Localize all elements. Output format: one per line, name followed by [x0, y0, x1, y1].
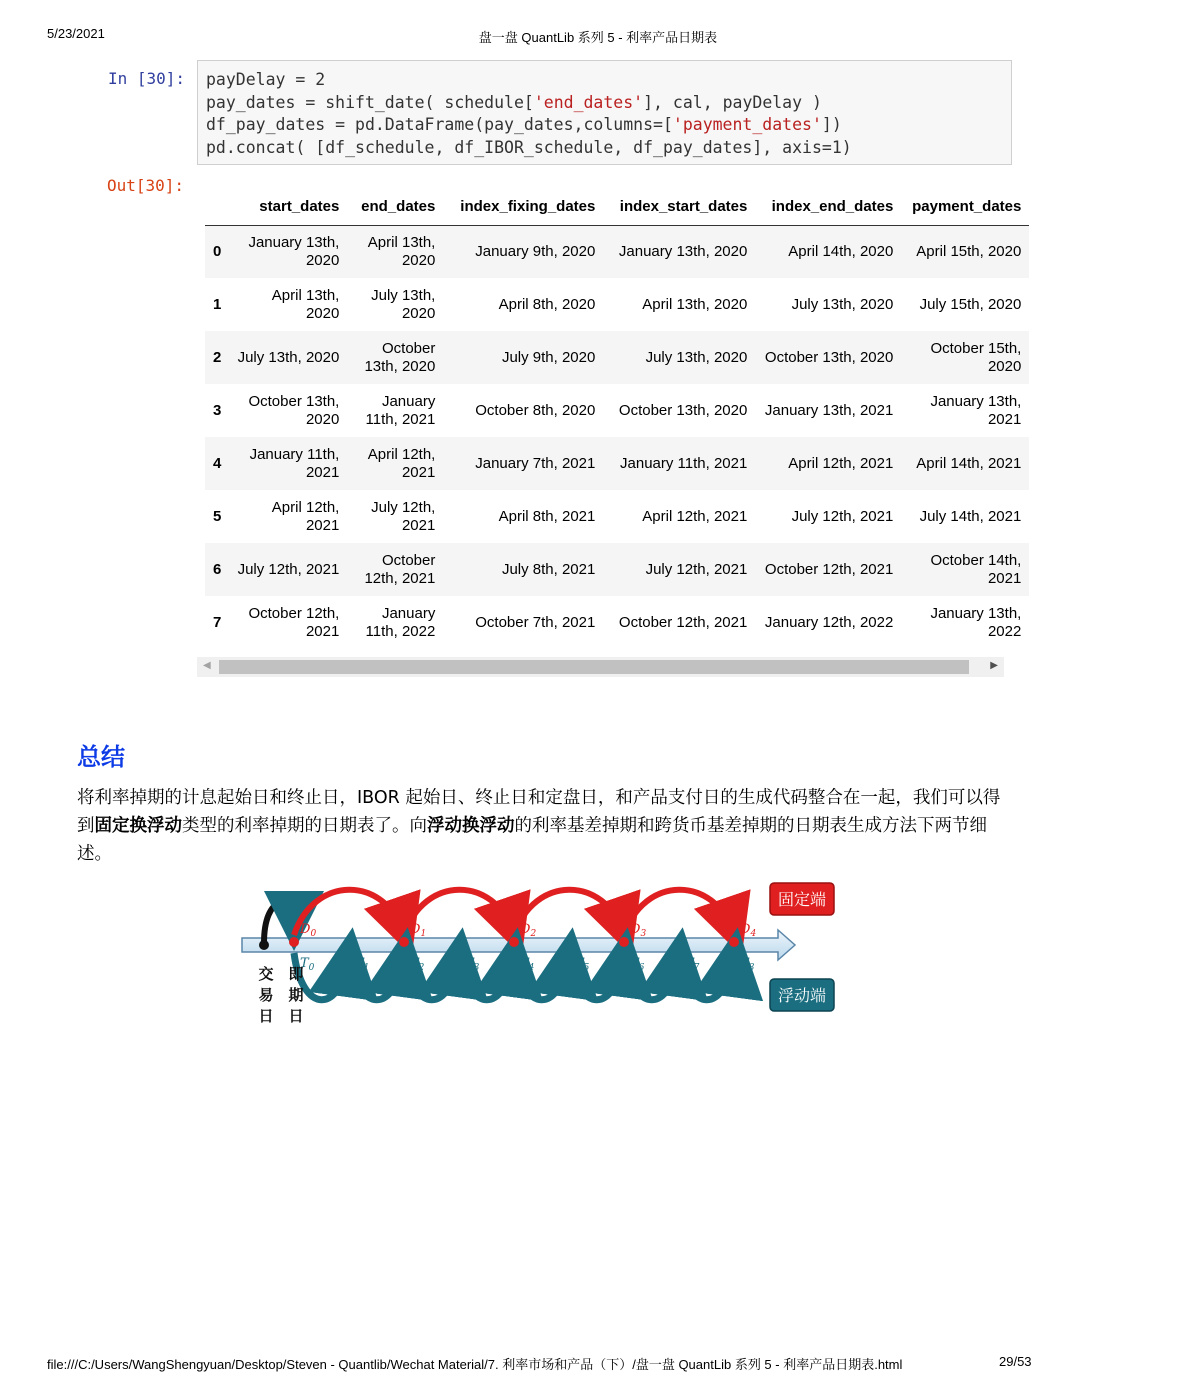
- row-index: 0: [213, 242, 222, 260]
- float-date-label: $T_7$: [685, 956, 700, 973]
- float-date-subscript: 0: [308, 963, 315, 973]
- float-date-subscript: 1: [363, 963, 370, 973]
- table-cell: January 13th, 2021: [764, 401, 894, 419]
- float-date-label: $T_0$: [300, 956, 315, 973]
- table-cell: April 13th, 2020: [271, 286, 340, 322]
- horizontal-scrollbar[interactable]: [197, 657, 1004, 677]
- timeline-axis: [242, 930, 795, 960]
- footer-file-path: file:///C:/Users/WangShengyuan/Desktop/Steven - Quantlib/Wechat Material/7. 利率市场和产品（下）/盘一盘 QuantLib 系列 5 - 利率产品日期表.html: [47, 1357, 903, 1372]
- table-cell: July 14th, 2021: [919, 507, 1022, 525]
- table-cell: October 14th, 2021: [930, 551, 1022, 587]
- table-row: [205, 596, 1029, 649]
- row-index: 7: [213, 613, 222, 631]
- spot-date-char: 日: [288, 1007, 304, 1025]
- fixed-date-dot: [289, 937, 299, 947]
- code-line: [206, 92, 1003, 115]
- table-cell: July 13th, 2020: [237, 348, 340, 366]
- footer-page-number: 29/53: [999, 1354, 1032, 1369]
- column-header-start-dates: start_dates: [229, 190, 347, 225]
- table-cell: April 15th, 2020: [916, 242, 1022, 260]
- scrollbar-thumb[interactable]: [219, 660, 969, 674]
- float-date-label: $T_2$: [410, 956, 425, 973]
- section-title: 总结: [77, 743, 125, 771]
- float-leg-badge: [770, 979, 834, 1011]
- float-date-dot: [674, 947, 684, 957]
- table-cell: October 12th, 2021: [764, 560, 894, 578]
- table-cell: October 13th, 2020: [248, 392, 340, 428]
- spot-date-char: 即: [288, 965, 304, 983]
- emphasis-text: 固定换浮动: [94, 816, 182, 836]
- float-date-label: $T_5$: [575, 956, 590, 973]
- column-header-payment-dates: payment_dates: [901, 190, 1029, 225]
- table-cell: January 11th, 2021: [620, 454, 748, 472]
- code-line: [206, 137, 1003, 160]
- column-header-end-dates: end_dates: [347, 190, 443, 225]
- fixed-date-label: $D_0$: [300, 922, 317, 939]
- row-index: 3: [213, 401, 222, 419]
- fixed-date-subscript: 1: [420, 929, 427, 939]
- table-cell: July 12th, 2021: [371, 498, 436, 534]
- scroll-left-arrow-icon[interactable]: ◀: [203, 660, 211, 671]
- float-date-subscript: 4: [528, 963, 535, 973]
- table-cell: April 12th, 2021: [367, 445, 436, 481]
- table-cell: July 9th, 2020: [501, 348, 596, 366]
- table-cell: January 13th, 2021: [930, 392, 1022, 428]
- output-prompt: Out[30]:: [107, 176, 185, 195]
- paragraph-text: 将利率掉期的计息起始日和终止日，IBOR 起始日、终止日和定盘日，和产品支付日的生成代码整合在一起，我们可以得到: [77, 788, 1001, 836]
- table-row: [205, 278, 1029, 331]
- float-date-label: $T_3$: [465, 956, 480, 973]
- table-cell: October 15th, 2020: [930, 339, 1022, 375]
- code-cell[interactable]: [197, 60, 1012, 165]
- table-cell: January 13th, 2020: [248, 233, 340, 269]
- float-date-subscript: 8: [748, 963, 755, 973]
- table-cell: January 12th, 2022: [764, 613, 894, 631]
- fixed-date-dot: [509, 937, 519, 947]
- row-index: 4: [213, 454, 222, 472]
- table-cell: January 11th, 2021: [249, 445, 340, 481]
- fixed-date-subscript: 4: [750, 929, 757, 939]
- float-date-dot: [344, 947, 354, 957]
- fixed-date-subscript: 3: [640, 929, 647, 939]
- fixed-leg-arcs: [294, 890, 734, 935]
- table-cell: April 12th, 2021: [788, 454, 894, 472]
- summary-paragraph: [77, 784, 1017, 868]
- input-prompt: In [30]:: [108, 69, 186, 88]
- code-text: df_pay_dates = pd.DataFrame(pay_dates,columns=[: [206, 115, 673, 135]
- table-cell: July 13th, 2020: [371, 286, 436, 322]
- table-cell: January 9th, 2020: [475, 242, 596, 260]
- table-cell: July 8th, 2021: [501, 560, 596, 578]
- table-cell: July 12th, 2021: [237, 560, 340, 578]
- table-cell: January 7th, 2021: [475, 454, 596, 472]
- table-cell: October 12th, 2021: [618, 613, 748, 631]
- table-cell: October 13th, 2020: [364, 339, 436, 375]
- fixed-date-label: $D_1$: [410, 922, 427, 939]
- scroll-right-arrow-icon[interactable]: ▶: [990, 660, 998, 671]
- table-row: [205, 490, 1029, 543]
- spot-lag-arrow: [264, 903, 294, 943]
- index-header: [205, 190, 229, 225]
- row-index: 6: [213, 560, 222, 578]
- float-date-subscript: 5: [583, 963, 590, 973]
- float-date-subscript: 6: [638, 963, 645, 973]
- code-text: ]): [821, 115, 842, 135]
- table-cell: October 12th, 2021: [248, 604, 340, 640]
- code-text: ], cal, payDelay ): [643, 92, 822, 112]
- table-cell: October 13th, 2020: [618, 401, 748, 419]
- fixed-date-label: $D_3$: [630, 922, 647, 939]
- table-row: [205, 437, 1029, 490]
- column-header-index-start-dates: index_start_dates: [603, 190, 755, 225]
- table-row: [205, 543, 1029, 596]
- svg-text:浮动端: 浮动端: [777, 986, 827, 1005]
- float-date-subscript: 3: [473, 963, 480, 973]
- code-line: [206, 114, 1003, 137]
- trade-date-label: [258, 965, 273, 1025]
- spot-date-char: 期: [288, 986, 304, 1004]
- table-cell: April 13th, 2020: [367, 233, 436, 269]
- float-date-subscript: 2: [418, 963, 425, 973]
- output-table-area: [205, 190, 1022, 652]
- table-cell: July 12th, 2021: [645, 560, 748, 578]
- trade-date-char: 交: [258, 965, 274, 983]
- code-text: pd.concat( [df_schedule, df_IBOR_schedule, df_pay_dates], axis=1): [206, 137, 852, 157]
- fixed-date-subscript: 0: [310, 929, 317, 939]
- float-date-subscript: 7: [693, 963, 700, 973]
- table-cell: April 12th, 2021: [642, 507, 748, 525]
- dataframe-table: [205, 190, 1029, 649]
- table-row: [205, 225, 1029, 278]
- table-cell: April 13th, 2020: [642, 295, 748, 313]
- emphasis-text: 浮动换浮动: [427, 816, 515, 836]
- table-cell: July 13th, 2020: [791, 295, 894, 313]
- table-cell: October 7th, 2021: [475, 613, 596, 631]
- float-date-label: $T_6$: [630, 956, 645, 973]
- code-line: [206, 69, 1003, 92]
- table-cell: January 13th, 2022: [930, 604, 1022, 640]
- header-title: 盘一盘 QuantLib 系列 5 - 利率产品日期表: [478, 30, 718, 45]
- table-cell: October 8th, 2020: [475, 401, 596, 419]
- spot-date-label: [288, 965, 303, 1025]
- trade-date-char: 日: [258, 1007, 274, 1025]
- paragraph-text: 的利率基差掉期和跨货币基差掉期的日期表生成方法下两节细述。: [77, 816, 987, 864]
- column-header-index-end-dates: index_end_dates: [755, 190, 901, 225]
- float-date-label: $T_8$: [740, 956, 755, 973]
- trade-date-dot: [259, 940, 269, 950]
- float-date-label: $T_1$: [355, 956, 370, 973]
- swap-schedule-diagram: [230, 875, 850, 1035]
- fixed-date-dot: [729, 937, 739, 947]
- row-index: 5: [213, 507, 222, 525]
- code-text: pay_dates = shift_date( schedule[: [206, 92, 534, 112]
- fixed-date-label: $D_4$: [740, 922, 757, 939]
- table-cell: April 8th, 2021: [498, 507, 596, 525]
- row-index: 2: [213, 348, 222, 366]
- table-cell: April 14th, 2021: [916, 454, 1022, 472]
- code-string: 'payment_dates': [672, 115, 822, 135]
- table-row: [205, 331, 1029, 384]
- table-cell: April 12th, 2021: [271, 498, 340, 534]
- table-cell: April 8th, 2020: [498, 295, 596, 313]
- table-cell: April 14th, 2020: [788, 242, 894, 260]
- table-cell: October 12th, 2021: [364, 551, 436, 587]
- fixed-date-label: $D_2$: [520, 922, 537, 939]
- column-header-index-fixing-dates: index_fixing_dates: [443, 190, 603, 225]
- row-index: 1: [213, 295, 222, 313]
- table-cell: October 13th, 2020: [764, 348, 894, 366]
- table-cell: July 13th, 2020: [645, 348, 748, 366]
- table-cell: January 11th, 2021: [365, 392, 436, 428]
- table-cell: July 15th, 2020: [919, 295, 1022, 313]
- code-string: 'end_dates': [533, 92, 644, 112]
- fixed-leg-badge: [770, 883, 834, 915]
- trade-date-char: 易: [258, 986, 274, 1004]
- float-date-dot: [564, 947, 574, 957]
- fixed-date-subscript: 2: [530, 929, 537, 939]
- svg-text:固定端: 固定端: [777, 890, 827, 909]
- fixed-date-dot: [619, 937, 629, 947]
- table-row: [205, 384, 1029, 437]
- fixed-date-dot: [399, 937, 409, 947]
- code-text: payDelay = 2: [206, 70, 326, 89]
- paragraph-text: 类型的利率掉期的日期表了。向: [182, 816, 427, 836]
- table-cell: January 13th, 2020: [618, 242, 748, 260]
- float-date-dot: [454, 947, 464, 957]
- float-date-label: $T_4$: [520, 956, 535, 973]
- header-date: 5/23/2021: [47, 26, 105, 41]
- table-cell: January 11th, 2022: [365, 604, 436, 640]
- table-cell: July 12th, 2021: [791, 507, 894, 525]
